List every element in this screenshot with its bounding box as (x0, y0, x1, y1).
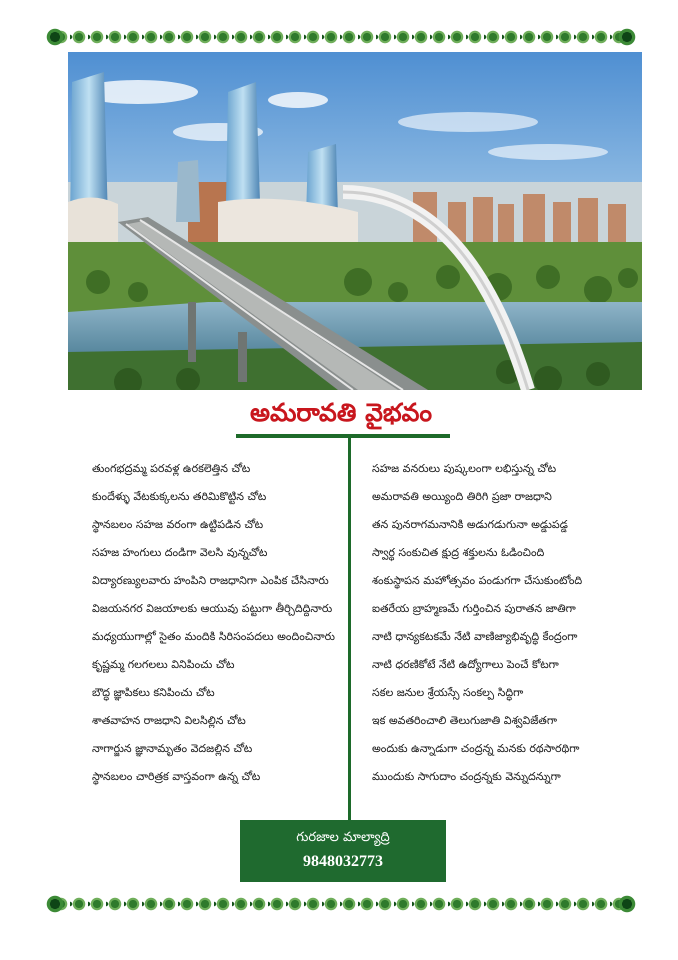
verse-line: కృష్ణమ్మ గలగలలు వినిపించు చోట (92, 658, 235, 671)
verse-line: స్థానబలం సహజ వరంగా ఉట్టిపడిన చోట (92, 518, 264, 531)
verse-line: కుందేళ్ళు వేటకుక్కలను తరిమికొట్టిన చోట (92, 490, 267, 503)
verse-line: సకల జనుల శ్రేయస్సే సంకల్ప సిద్ధిగా (372, 686, 524, 699)
verse-line: ఐతరేయ బ్రాహ్మణమే గుర్తించిన పురాతన జాతిగా (372, 602, 576, 615)
left-verse-column (92, 455, 342, 791)
verse-line: శంకుస్థాపన మహోత్సవం పండుగగా చేసుకుంటోంది (372, 574, 583, 587)
verse-line: స్వార్థ సంకుచిత క్షుద్ర శక్తులను ఓడించింది (372, 546, 545, 559)
verse-line: స్థానబలం చారిత్రక వాస్తవంగా ఉన్న చోట (92, 770, 261, 783)
verse-line: తన పునరాగమనానికి అడుగడుగునా అడ్డుపడ్డ (372, 518, 568, 531)
bottom-floral-border (52, 895, 630, 913)
author-name: గురజాల మాల్యాద్రి (296, 830, 390, 845)
column-divider (348, 438, 351, 820)
verse-line: సహజ హంగులు దండిగా వెలసి వున్నచోట (92, 546, 268, 559)
verse-line: బౌద్ధ జ్ఞాపికలు కనిపించు చోట (92, 686, 215, 699)
verse-line: ఇక అవతరించాలి తెలుగుజాతి విశ్వవిజేతగా (372, 714, 557, 727)
verse-line: సహజ వనరులు పుష్కలంగా లభిస్తున్న చోట (372, 462, 557, 475)
verse-line: మధ్యయుగాల్లో సైతం మందికి సిరిసంపదలు అందించినారు (92, 630, 335, 643)
verse-line: నాటి ధరణికోటే నేటి ఉద్యోగాలు పెంచే కోటగా (372, 658, 559, 671)
top-floral-border (52, 28, 630, 46)
poem-title-box (236, 396, 446, 436)
verse-line: శాతవాహన రాజధాని విలసిల్లిన చోట (92, 714, 246, 727)
author-box (240, 820, 446, 882)
title-underline (236, 434, 450, 438)
verse-line: తుంగభద్రమ్మ పరవళ్ల ఉరకలెత్తిన చోట (92, 462, 251, 475)
verse-line: విజయనగర విజయాలకు ఆయువు పట్టుగా తీర్చిదిద్దినారు (92, 602, 333, 615)
verse-line: నాగార్జున జ్ఞానామృతం వెదజల్లిన చోట (92, 742, 253, 755)
verse-line: అమరావతి అయ్యింది తిరిగి ప్రజా రాజధాని (372, 490, 552, 503)
verse-line: అందుకు ఉన్నాడుగా చంద్రన్న మనకు రథసారథిగా (372, 742, 580, 755)
verse-line: విద్యారణ్యులవారు హంపిని రాజధానిగా ఎంపిక చేసినారు (92, 574, 329, 587)
right-verse-column (372, 455, 652, 791)
amaravati-skyline-image (68, 52, 642, 390)
verse-line: నాటి ధాన్యకటకమే నేటి వాణిజ్యాభివృద్ధి కేంద్రంగా (372, 630, 578, 643)
verse-line: ముందుకు సాగుదాం చంద్రన్నకు వెన్నుదన్నుగా (372, 770, 561, 783)
poem-title: అమరావతి వైభవం (249, 398, 433, 427)
author-phone: 9848032773 (303, 853, 383, 870)
